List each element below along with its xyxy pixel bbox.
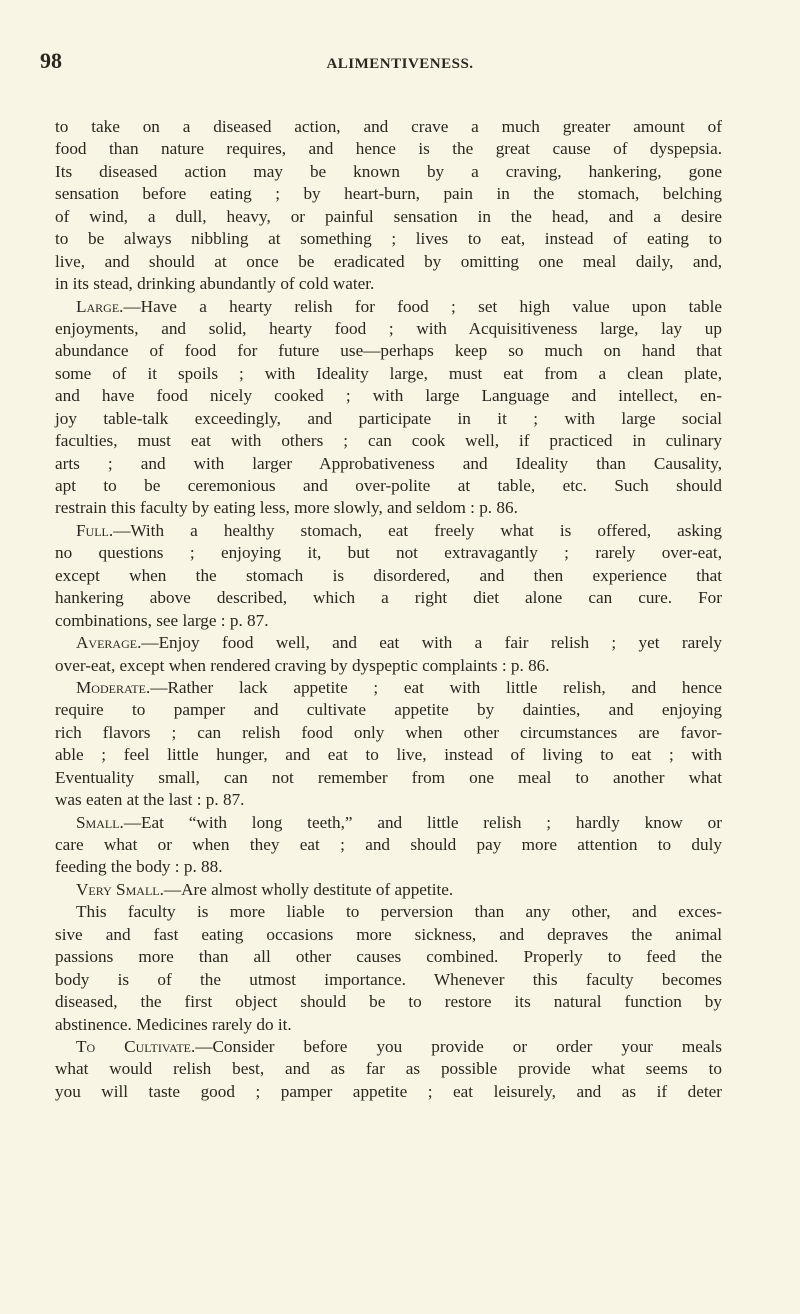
line-text: care what or when they eat ; and should pay more attention to duly — [55, 835, 722, 854]
text-line — [55, 610, 722, 632]
section-lead-heading: Full. — [76, 520, 114, 540]
text-line — [55, 228, 722, 250]
line-text: restrain this faculty by eating less, more slowly, and seldom : p. 86. — [55, 498, 518, 518]
section-lead-heading: Large. — [76, 296, 124, 316]
section-lead-heading: Moderate. — [76, 677, 151, 697]
text-line — [55, 273, 722, 295]
line-text: and have food nicely cooked ; with large Language and intellect, en- — [55, 386, 722, 406]
text-line — [55, 520, 722, 542]
line-text: passions more than all other causes combined. Properly to feed the — [55, 947, 722, 967]
line-text: —Rather lack appetite ; eat with little relish, and hence — [150, 677, 722, 697]
line-text: joy table-talk exceedingly, and participate in it ; with large social — [55, 408, 722, 428]
text-line — [55, 991, 722, 1013]
line-text: apt to be ceremonious and over-polite at table, etc. Such should — [55, 476, 722, 495]
text-line — [55, 1058, 722, 1080]
line-text: food than nature requires, and hence is the great cause of dyspepsia. — [55, 139, 722, 159]
line-text: feeding the body : p. 88. — [55, 857, 223, 877]
line-text: sive and fast eating occasions more sickness, and depraves the animal — [55, 924, 722, 944]
line-text: combinations, see large : p. 87. — [55, 610, 269, 630]
line-text: —Are almost wholly destitute of appetite. — [163, 879, 454, 899]
text-line — [55, 655, 722, 677]
text-line — [55, 587, 722, 609]
text-line — [55, 542, 722, 564]
text-line — [55, 318, 722, 340]
line-text: —Enjoy food well, and eat with a fair relish ; yet rarely — [141, 633, 722, 653]
line-text: —With a healthy stomach, eat freely what is offered, asking — [113, 520, 722, 540]
text-line — [55, 834, 722, 856]
page-body-text — [55, 116, 722, 1103]
text-line — [55, 677, 722, 699]
text-line — [55, 340, 722, 362]
text-line — [55, 430, 722, 452]
text-line — [55, 1014, 722, 1036]
text-line — [55, 497, 722, 519]
line-text: —Have a hearty relish for food ; set high value upon table — [123, 296, 722, 316]
line-text: was eaten at the last : p. 87. — [55, 790, 245, 810]
text-line — [55, 901, 722, 923]
text-line — [55, 946, 722, 968]
page-number: 98 — [40, 48, 62, 73]
text-line — [55, 408, 722, 430]
line-text: abundance of food for future use—perhaps keep so much on hand that — [55, 341, 722, 361]
line-text: over-eat, except when rendered craving by dyspeptic complaints : p. 86. — [55, 655, 550, 675]
section-lead-heading: To Cultivate. — [76, 1036, 196, 1056]
line-text: hankering above described, which a right diet alone can cure. For — [55, 588, 722, 608]
line-text: except when the stomach is disordered, and then experience that — [55, 565, 722, 585]
line-text: some of it spoils ; with Ideality large, must eat from a clean plate, — [55, 363, 722, 383]
text-line — [55, 1081, 722, 1103]
section-lead-heading: Very Small. — [76, 879, 164, 899]
line-text: sensation before eating ; by heart-burn, pain in the stomach, belching — [55, 184, 722, 204]
line-text: live, and should at once be eradicated by omitting one meal daily, and, — [55, 251, 722, 271]
text-line — [55, 856, 722, 878]
line-text: able ; feel little hunger, and eat to live, instead of living to eat ; with — [55, 745, 722, 765]
text-line — [55, 183, 722, 205]
text-line — [55, 789, 722, 811]
line-text: —Eat “with long teeth,” and little relish ; hardly know or — [123, 812, 722, 832]
line-text: This faculty is more liable to perversion than any other, and exces- — [76, 902, 722, 922]
text-line — [55, 1036, 722, 1058]
line-text: faculties, must eat with others ; can cook well, if practiced in culinary — [55, 431, 722, 451]
text-line — [55, 565, 722, 587]
line-text: arts ; and with larger Approbativeness and Ideality than Causality, — [55, 453, 722, 473]
text-line — [55, 475, 722, 497]
text-line — [55, 924, 722, 946]
line-text: what would relish best, and as far as possible provide what seems to — [55, 1059, 722, 1079]
line-text: Its diseased action may be known by a craving, hankering, gone — [55, 161, 722, 181]
text-line — [55, 699, 722, 721]
line-text: to be always nibbling at something ; lives to eat, instead of eating to — [55, 229, 722, 249]
running-title: ALIMENTIVENESS. — [326, 56, 474, 72]
line-text: body is of the utmost importance. Whenever this faculty becomes — [55, 969, 722, 989]
text-line — [55, 363, 722, 385]
line-text: to take on a diseased action, and crave a much greater amount of — [55, 117, 722, 136]
text-line — [55, 206, 722, 228]
text-line — [55, 296, 722, 318]
line-text: Eventuality small, can not remember from one meal to another what — [55, 767, 722, 787]
line-text: rich flavors ; can relish food only when other circumstances are favor- — [55, 722, 722, 742]
text-line — [55, 879, 722, 901]
text-line — [55, 632, 722, 654]
line-text: —Consider before you provide or order your meals — [195, 1036, 722, 1056]
text-line — [55, 385, 722, 407]
text-line — [55, 744, 722, 766]
line-text: you will taste good ; pamper appetite ; eat leisurely, and as if deter — [55, 1081, 722, 1101]
text-line — [55, 138, 722, 160]
text-line — [55, 251, 722, 273]
line-text: abstinence. Medicines rarely do it. — [55, 1014, 292, 1034]
line-text: no questions ; enjoying it, but not extravagantly ; rarely over-eat, — [55, 543, 722, 563]
line-text: enjoyments, and solid, hearty food ; with Acquisitiveness large, lay up — [55, 318, 722, 338]
text-line — [55, 969, 722, 991]
text-line — [55, 812, 722, 834]
text-line — [55, 161, 722, 183]
text-line — [55, 722, 722, 744]
text-line — [55, 767, 722, 789]
line-text: diseased, the first object should be to restore its natural function by — [55, 992, 722, 1012]
line-text: in its stead, drinking abundantly of cold water. — [55, 274, 375, 294]
section-lead-heading: Average. — [76, 633, 142, 653]
text-line — [55, 453, 722, 475]
text-line — [55, 116, 722, 138]
line-text: require to pamper and cultivate appetite by dainties, and enjoying — [55, 700, 722, 720]
section-lead-heading: Small. — [76, 812, 124, 832]
line-text: of wind, a dull, heavy, or painful sensation in the head, and a desire — [55, 206, 722, 226]
